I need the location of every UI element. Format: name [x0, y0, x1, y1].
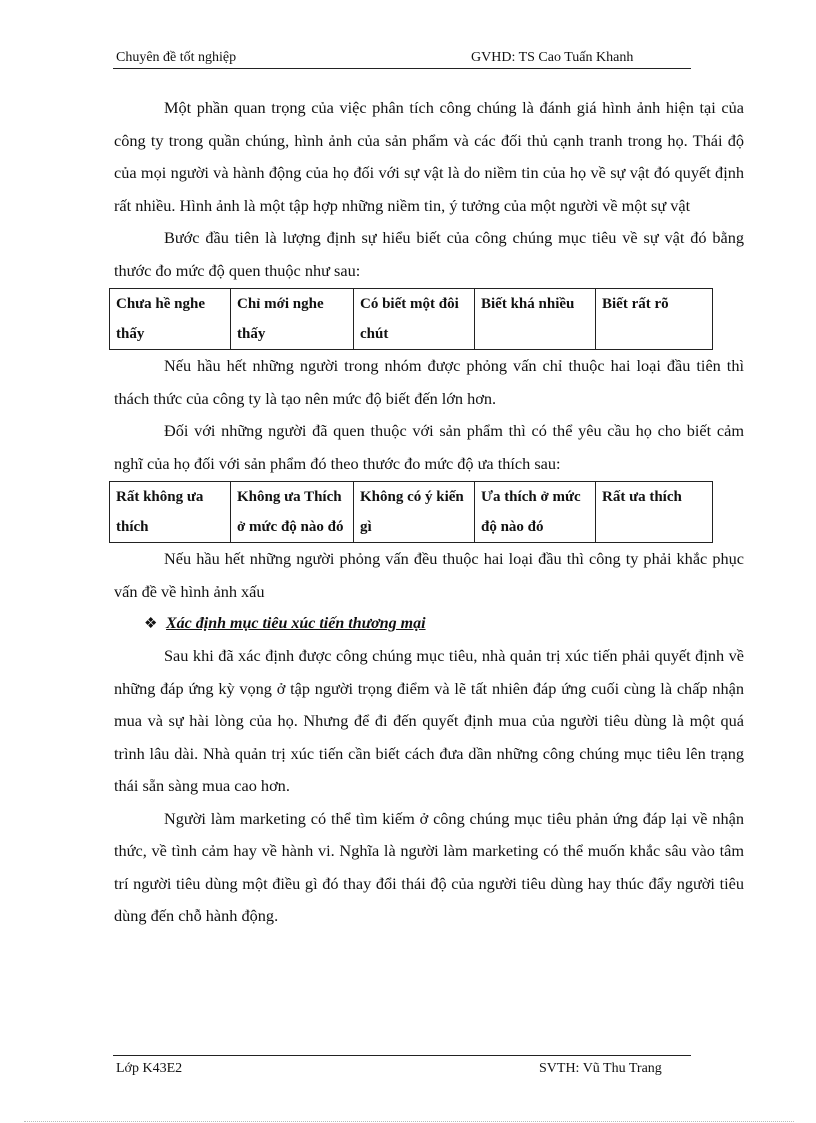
page-bottom-edge — [24, 1121, 794, 1122]
header-topic: Chuyên đề tốt nghiệp — [116, 50, 237, 65]
footer-class: Lớp K43E2 — [116, 1061, 183, 1076]
table-cell: Không ưa Thích ở mức độ nào đó — [231, 482, 354, 543]
paragraph-promotion-goals: Sau khi đã xác định được công chúng mục tiêu, nhà quản trị xúc tiến phải quyết định về những đáp ứng kỳ vọng ở tập người trọng điểm và lẽ tất nhiên đáp ứng cuối cùng là chấp nhận mua và sự hài lòng của họ. Nhưng để đi đến quyết định mua của người tiêu dùng là một quá trình lâu dài. Nhà quản trị xúc tiến cần biết cách đưa dần những công chúng mục tiêu lên trạng thái sẵn sàng mua cao hơn. — [114, 646, 744, 795]
table-row — [110, 289, 713, 350]
table-cell: Không có ý kiến gì — [354, 482, 475, 543]
header-advisor: GVHD: TS Cao Tuấn Khanh — [471, 50, 634, 65]
paragraph-familiarity-intro: Bước đầu tiên là lượng định sự hiểu biết của công chúng mục tiêu về sự vật đó bằng thước đo mức độ quen thuộc như sau: — [114, 228, 744, 280]
paragraph-favorability-intro: Đối với những người đã quen thuộc với sản phẩm thì có thể yêu cầu họ cho biết cảm nghĩ của họ đối với sản phẩm đó theo thước đo mức độ ưa thích sau: — [114, 421, 744, 473]
page-header — [113, 50, 691, 69]
section-heading — [114, 608, 744, 640]
table-cell: Biết rất rõ — [596, 289, 713, 350]
table-cell: Chỉ mới nghe thấy — [231, 289, 354, 350]
table-cell: Chưa hề nghe thấy — [110, 289, 231, 350]
section-heading-text: Xác định mục tiêu xúc tiến thương mại — [166, 615, 426, 632]
paragraph-favorability-result: Nếu hầu hết những người phỏng vấn đều thuộc hai loại đầu thì công ty phải khắc phục vấn đề về hình ảnh xấu — [114, 549, 744, 601]
favorability-scale-table — [109, 481, 713, 543]
diamond-bullet-icon: ❖ — [144, 616, 158, 632]
footer-student: SVTH: Vũ Thu Trang — [539, 1061, 662, 1076]
table-cell: Rất ưa thích — [596, 482, 713, 543]
table-cell: Biết khá nhiều — [475, 289, 596, 350]
table-row — [110, 482, 713, 543]
table-cell: Rất không ưa thích — [110, 482, 231, 543]
document-body — [114, 92, 744, 933]
paragraph-familiarity-result: Nếu hầu hết những người trong nhóm được phỏng vấn chỉ thuộc hai loại đầu tiên thì thách thức của công ty là tạo nên mức độ biết đến lớn hơn. — [114, 356, 744, 408]
table-cell: Ưa thích ở mức độ nào đó — [475, 482, 596, 543]
paragraph-image-analysis: Một phần quan trọng của việc phân tích công chúng là đánh giá hình ảnh hiện tại của công ty trong quần chúng, hình ảnh của sản phẩm và các đối thủ cạnh tranh trong họ. Thái độ của mọi người và hành động của họ đối với sự vật là do niềm tin của họ về sự vật đó quyết định rất nhiều. Hình ảnh là một tập hợp những niềm tin, ý tưởng của một người về một sự vật — [114, 98, 744, 215]
table-cell: Có biết một đôi chút — [354, 289, 475, 350]
familiarity-scale-table — [109, 288, 713, 350]
paragraph-marketer-responses: Người làm marketing có thể tìm kiếm ở công chúng mục tiêu phản ứng đáp lại về nhận thức, về tình cảm hay về hành vi. Nghĩa là người làm marketing có thể muốn khắc sâu vào tâm trí người tiêu dùng một điều gì đó thay đổi thái độ của người tiêu dùng hay thúc đẩy người tiêu dùng đến chỗ hành động. — [114, 808, 744, 925]
page-footer — [113, 1055, 691, 1076]
